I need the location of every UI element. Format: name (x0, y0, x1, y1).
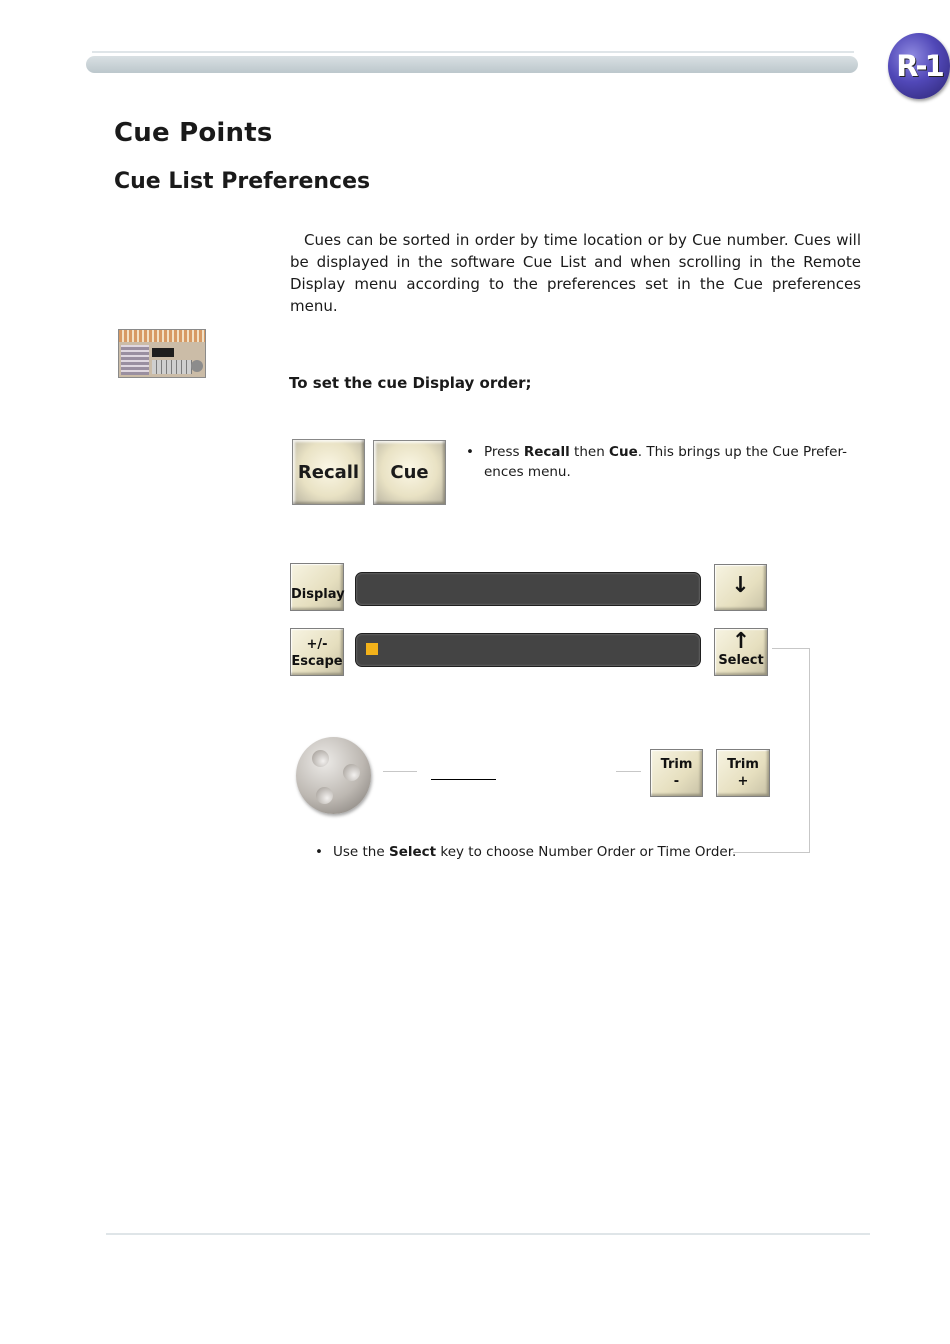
down-arrow-icon: ↓ (731, 573, 750, 598)
lcd-row-2 (355, 633, 701, 667)
display-key-label: Display (291, 587, 345, 602)
up-arrow-icon: ↑ (731, 629, 751, 654)
callout-line (809, 648, 810, 853)
escape-key[interactable] (290, 628, 344, 676)
recall-key-label: Recall (297, 461, 360, 483)
lcd-row-1 (355, 572, 701, 606)
trim-plus-key[interactable] (716, 749, 770, 797)
connector-line (383, 771, 417, 772)
bullet-icon: • (315, 844, 323, 860)
escape-key-label: Escape (291, 654, 343, 669)
logo-text: R-1 (896, 49, 942, 83)
escape-key-plusminus: +/- (306, 637, 328, 652)
trim-minus-label: Trim (660, 757, 693, 772)
section-title: Cue List Preferences (114, 169, 371, 194)
step-recall-cue: • Press Recall then Cue. This brings up the Cue Prefer-ences menu. (466, 444, 848, 480)
recall-key[interactable] (292, 439, 365, 505)
blank-underline (431, 779, 496, 780)
jog-wheel[interactable] (296, 737, 371, 814)
header-bar (86, 56, 858, 73)
trim-minus-sign: - (673, 774, 680, 789)
procedure-heading: To set the cue Display order; (289, 374, 532, 392)
callout-line (733, 852, 810, 853)
bullet-icon: • (466, 444, 474, 460)
cue-key[interactable] (373, 440, 446, 505)
footer-rule (106, 1233, 870, 1235)
callout-line (772, 648, 810, 649)
select-key[interactable] (714, 628, 768, 676)
jog-wheel-dimple (312, 750, 329, 767)
step-select-order: • Use the Select key to choose Number Order or Time Order. (315, 844, 737, 860)
cue-key-label: Cue (390, 462, 429, 483)
trim-plus-sign: + (737, 774, 749, 789)
r1-logo-icon (888, 33, 950, 99)
trim-plus-label: Trim (727, 757, 759, 772)
select-key-label: Select (718, 653, 764, 668)
r1-controller-thumbnail-icon (118, 329, 206, 378)
lcd-cursor (366, 643, 378, 655)
connector-line (616, 771, 641, 772)
header-rule (92, 51, 854, 53)
jog-wheel-dimple (316, 787, 333, 804)
display-key[interactable] (290, 563, 344, 611)
intro-paragraph: Cues can be sorted in order by time location or by Cue number. Cues will be displayed in the software Cue List and when scrolling in the Remote Display menu according to the preferences set in the Cue preferences menu. (290, 231, 861, 315)
trim-minus-key[interactable] (650, 749, 703, 797)
jog-wheel-dimple (343, 764, 360, 781)
down-arrow-key[interactable] (714, 564, 767, 611)
page-title: Cue Points (114, 118, 273, 148)
